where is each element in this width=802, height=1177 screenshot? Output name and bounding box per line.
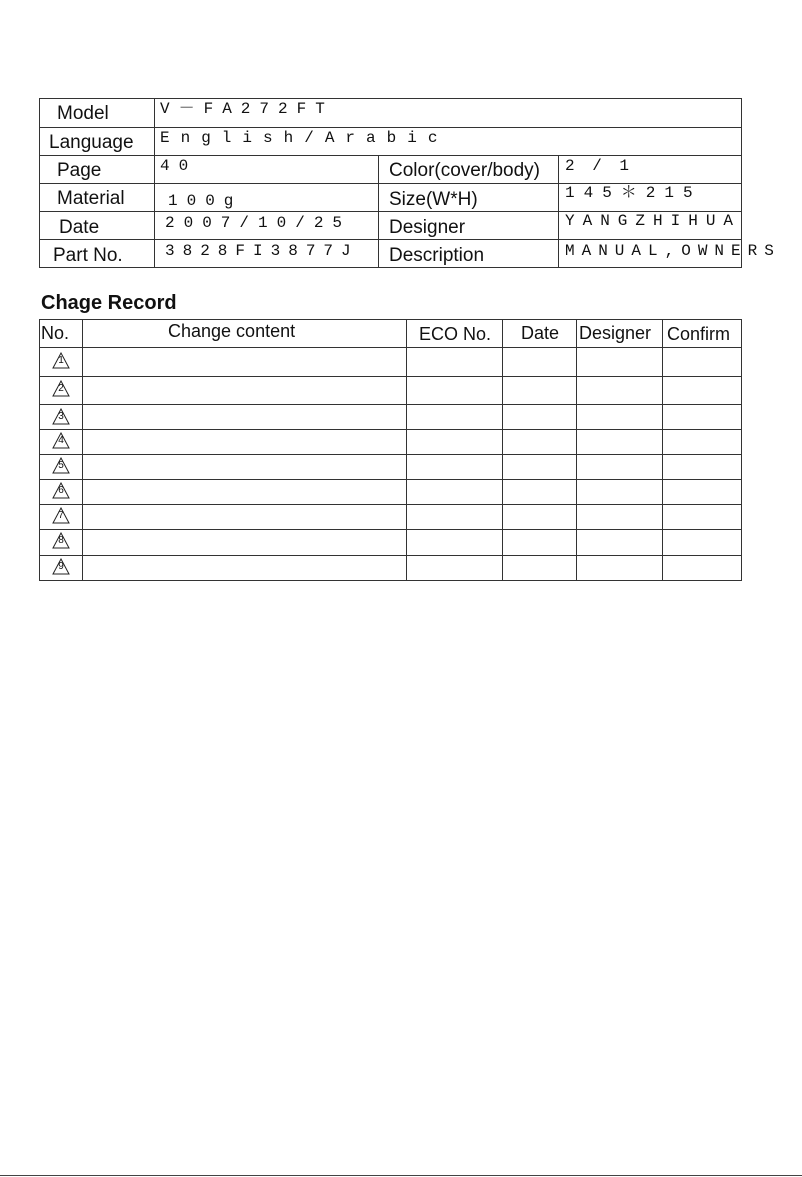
page-value: 40 [160, 157, 198, 175]
material-label: Material [57, 188, 125, 209]
col-divider [558, 155, 559, 268]
col-divider [378, 155, 379, 268]
model-label: Model [57, 103, 109, 124]
row-number: 1 [58, 355, 64, 366]
revision-triangle-icon [52, 457, 70, 474]
revision-triangle-icon [52, 432, 70, 449]
row-number: 6 [58, 485, 64, 496]
col-divider [154, 98, 155, 268]
header-no: No. [41, 323, 70, 343]
bottom-rule [0, 1175, 802, 1176]
row-divider [40, 404, 741, 405]
border [39, 98, 742, 99]
revision-triangle-icon [52, 352, 70, 369]
language-label: Language [49, 132, 134, 153]
row-divider [40, 529, 741, 530]
row-divider [40, 429, 741, 430]
col-divider [576, 320, 577, 580]
date-label: Date [59, 217, 100, 238]
size-label: Size(W*H) [389, 189, 478, 210]
header-eco-no: ECO No. [419, 324, 492, 344]
row-number: 9 [58, 561, 64, 572]
row-number: 5 [58, 460, 64, 471]
row-number: 4 [58, 435, 64, 446]
change-record-title: Chage Record [41, 292, 177, 314]
revision-triangle-icon [52, 482, 70, 499]
header-confirm: Confirm [667, 324, 731, 344]
row-divider [40, 479, 741, 480]
col-divider [406, 320, 407, 580]
designer-value: YANGZHIHUA [565, 212, 742, 230]
header-designer: Designer [579, 323, 652, 343]
row-divider [39, 155, 742, 156]
row-number: 8 [58, 535, 64, 546]
revision-triangle-icon [52, 507, 70, 524]
designer-label: Designer [389, 217, 466, 238]
header-change-content: Change content [168, 321, 296, 341]
revision-triangle-icon [52, 408, 70, 425]
row-divider [40, 555, 741, 556]
size-value: 145＊215 [565, 184, 702, 202]
date-value: 2007/10/25 [165, 214, 352, 232]
row-divider [40, 454, 741, 455]
row-divider [39, 127, 742, 128]
description-label: Description [389, 245, 485, 266]
part-no-value: 3828FI3877J [165, 242, 359, 260]
row-number: 2 [58, 383, 64, 394]
row-number: 7 [58, 510, 64, 521]
color-value: 2 / 1 [565, 157, 634, 175]
header-date: Date [521, 323, 560, 343]
revision-triangle-icon [52, 380, 70, 397]
revision-triangle-icon [52, 532, 70, 549]
row-number: 3 [58, 411, 64, 422]
border [39, 267, 742, 268]
row-divider [40, 504, 741, 505]
language-value: English/Arabic [160, 129, 449, 147]
row-divider [39, 239, 742, 240]
spec-table [39, 98, 781, 268]
revision-triangle-icon [52, 558, 70, 575]
row-divider [40, 376, 741, 377]
material-value: 100g [168, 192, 243, 210]
description-value: MANUAL,OWNERS [565, 242, 781, 260]
model-value: V－FA272FT [160, 100, 334, 118]
color-label: Color(cover/body) [389, 160, 540, 181]
row-divider [40, 347, 741, 348]
part-no-label: Part No. [53, 245, 123, 266]
col-divider [502, 320, 503, 580]
col-divider [82, 320, 83, 580]
page-label: Page [57, 160, 102, 181]
col-divider [662, 320, 663, 580]
change-record-table [39, 319, 742, 581]
